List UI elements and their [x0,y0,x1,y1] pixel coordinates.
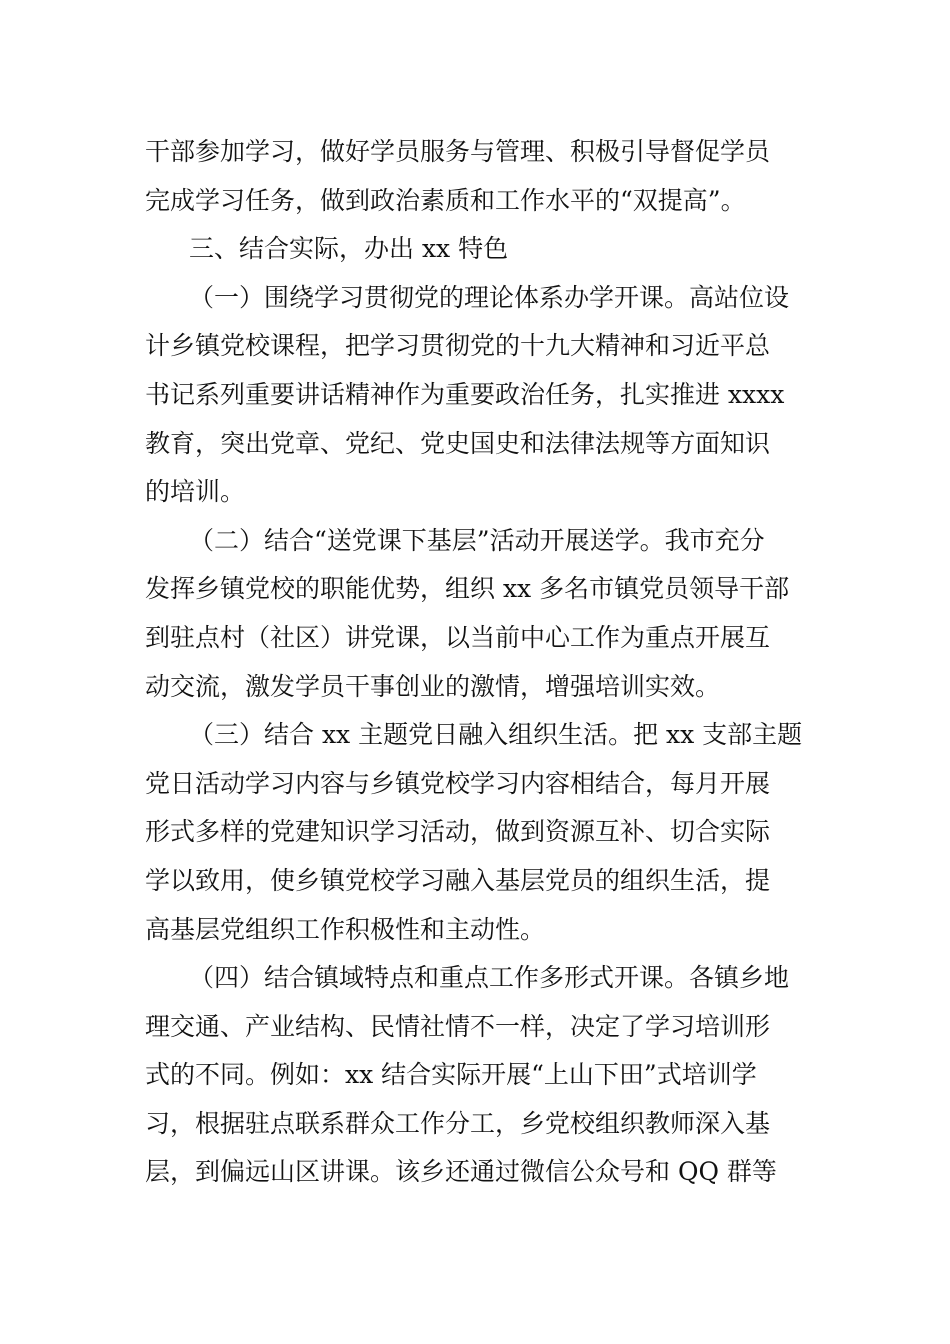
text-line: 式的不同。例如：xx 结合实际开展“上山下田”式培训学 [145,1060,757,1090]
text-line: 习，根据驻点联系群众工作分工，乡党校组织教师深入基 [145,1108,771,1138]
text-line: 发挥乡镇党校的职能优势，组织 xx 多名市镇党员领导干部 [145,574,790,604]
text-line: （二）结合“送党课下基层”活动开展送学。我市充分 [189,525,765,555]
paragraph-item-2 [145,517,810,711]
document-body [145,128,810,1197]
text-line: 动交流，激发学员干事创业的激情，增强培训实效。 [145,671,721,701]
text-line: 党日活动学习内容与乡镇党校学习内容相结合，每月开展 [145,768,771,798]
paragraph-item-1 [145,274,810,517]
text-line: 书记系列重要讲话精神作为重要政治任务，扎实推进 xxxx [145,379,785,409]
text-line: 到驻点村（社区）讲党课，以当前中心工作为重点开展互 [145,622,771,652]
paragraph-item-3 [145,711,810,954]
section-heading [145,225,810,274]
text-line: 学以致用，使乡镇党校学习融入基层党员的组织生活，提 [145,865,771,895]
text-line: 高基层党组织工作积极性和主动性。 [145,914,546,944]
text-line: 计乡镇党校课程，把学习贯彻党的十九大精神和习近平总 [145,331,771,361]
text-line: 形式多样的党建知识学习活动，做到资源互补、切合实际 [145,817,771,847]
text-line: 干部参加学习，做好学员服务与管理、积极引导督促学员 [145,137,771,166]
text-line: 理交通、产业结构、民情社情不一样，决定了学习培训形 [145,1011,771,1041]
paragraph-continued [145,128,810,225]
text-line: 教育，突出党章、党纪、党史国史和法律法规等方面知识 [145,428,771,458]
text-line: （四）结合镇域特点和重点工作多形式开课。各镇乡地 [189,963,790,993]
text-line: （三）结合 xx 主题党日融入组织生活。把 xx 支部主题 [189,720,803,750]
text-line: （一）围绕学习贯彻党的理论体系办学开课。高站位设 [189,282,790,312]
text-line: 的培训。 [145,477,246,507]
paragraph-item-4 [145,954,810,1197]
text-line: 三、结合实际，办出 xx 特色 [189,234,509,264]
text-line: 层，到偏远山区讲课。该乡还通过微信公众号和 QQ 群等 [145,1157,777,1187]
text-line: 完成学习任务，做到政治素质和工作水平的“双提高”。 [145,185,746,215]
